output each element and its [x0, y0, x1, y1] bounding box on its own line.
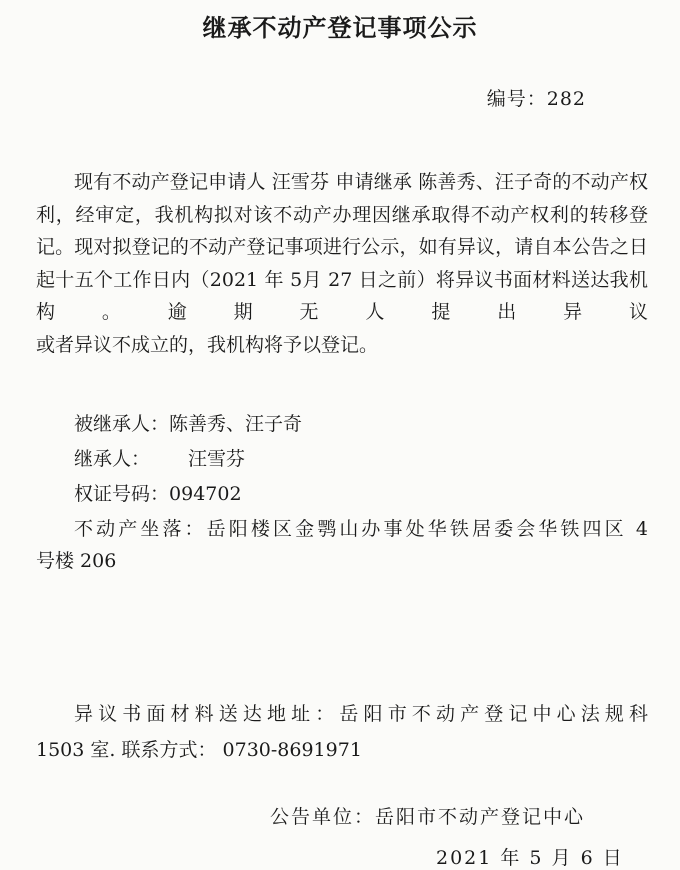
property-address	[36, 513, 648, 577]
objection-info	[36, 696, 648, 768]
cert-label: 权证号码：	[74, 483, 170, 505]
heir-label: 继承人：	[74, 448, 151, 470]
notice-body	[36, 166, 648, 361]
heir-row	[36, 442, 648, 477]
objection-line: 1503 室. 联系方式： 0730-8691971	[36, 739, 362, 761]
body-line: 或者异议不成立的，我机构将予以登记。	[36, 333, 379, 356]
body-paragraph	[36, 166, 648, 329]
cert-row	[36, 477, 648, 512]
decedent-value: 陈善秀、汪子奇	[169, 413, 303, 435]
objection-line: 异议书面材料送达地址：岳阳市不动产登记中心法规科	[74, 703, 648, 725]
address-line: 号楼 206	[36, 550, 117, 572]
serial-number: 编号：282	[486, 88, 586, 110]
body-line: 月 27 日之前）将异议书面材料送达我机构。逾期无人提出异议	[36, 268, 648, 323]
notice-title: 继承不动产登记事项公示	[202, 14, 478, 42]
body-line: 示，如有异议，请自本公告之日起十五个工作日内（2021 年 5	[36, 236, 648, 291]
decedent-label: 被继承人：	[74, 413, 170, 435]
decedent-row	[36, 407, 648, 442]
body-line: 的不动产权利，经审定，我机构拟对该不动产办理因继承取得	[36, 171, 648, 226]
address-line: 不动产坐落：岳阳楼区金鹗山办事处华铁居委会华铁四区 4	[74, 518, 648, 540]
body-line: 不动产权利的转移登记。现对拟登记的不动产登记事项进行公	[36, 203, 648, 258]
body-line: 现有不动产登记申请人 汪雪芬 申请继承 陈善秀、汪子奇	[74, 171, 553, 193]
cert-value: 094702	[169, 483, 242, 505]
signature-unit: 公告单位：岳阳市不动产登记中心	[270, 806, 586, 828]
signature-date: 2021 年 5 月 6 日	[436, 847, 624, 869]
notice-fields	[36, 407, 648, 577]
body-paragraph-end	[36, 329, 648, 362]
heir-value: 汪雪芬	[188, 448, 246, 470]
